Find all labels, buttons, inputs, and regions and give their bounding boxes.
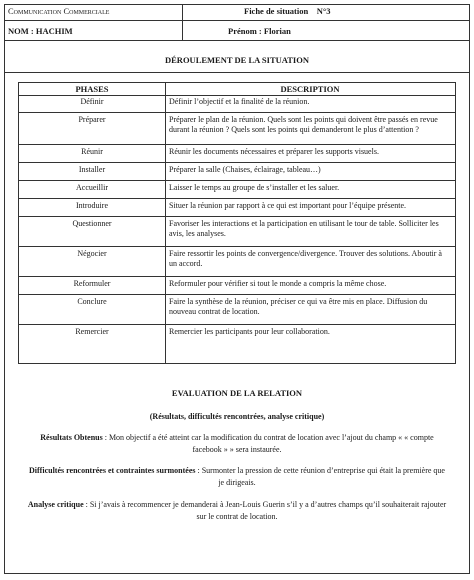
phase-description: avis, les analyses. bbox=[169, 229, 226, 238]
phase-description: nouveau contrat de location. bbox=[169, 307, 260, 316]
results-paragraph bbox=[0, 433, 474, 443]
results-text-2: facebook » » sera instaurée. bbox=[192, 445, 282, 454]
table-row bbox=[19, 295, 455, 325]
phases-table bbox=[18, 82, 456, 364]
results-label: Résultats Obtenus bbox=[40, 433, 103, 442]
situation-title: DÉROULEMENT DE LA SITUATION bbox=[165, 55, 309, 65]
sheet-label: Fiche de situation bbox=[244, 6, 309, 16]
header-column-divider bbox=[182, 4, 183, 40]
firstname-value: Florian bbox=[263, 26, 291, 36]
table-row bbox=[19, 163, 455, 181]
course-title: Communication Commerciale bbox=[8, 6, 110, 16]
phase-description: Réunir les documents nécessaires et préparer les supports visuels. bbox=[169, 147, 379, 156]
phase-label: Définir bbox=[80, 97, 104, 106]
phase-label: Remercier bbox=[75, 327, 109, 336]
critique-text-2: sur le contrat de location. bbox=[196, 512, 278, 521]
difficulties-paragraph bbox=[0, 466, 474, 476]
header-divider-1 bbox=[4, 20, 470, 21]
phase-description: Favoriser les interactions et la participation en utilisant le tour de table. Solliciter les bbox=[169, 219, 439, 228]
difficulties-label: Difficultés rencontrées et contraintes surmontées bbox=[29, 466, 196, 475]
phase-label: Accueillir bbox=[76, 183, 108, 192]
phase-label: Installer bbox=[78, 165, 106, 174]
critique-paragraph bbox=[0, 500, 474, 510]
sheet-number: N°3 bbox=[316, 6, 331, 16]
phase-description: Préparer le plan de la réunion. Quels sont les points qui doivent être passés en revue bbox=[169, 115, 438, 124]
name-value: HACHIM bbox=[35, 26, 73, 36]
student-name bbox=[8, 26, 73, 36]
table-row bbox=[19, 217, 455, 247]
difficulties-text-1: : Surmonter la pression de cette réunion d’entreprise qui était la première que bbox=[195, 466, 445, 475]
difficulties-text-2: je dirigeais. bbox=[218, 478, 256, 487]
table-row bbox=[19, 247, 455, 277]
phase-label: Conclure bbox=[77, 297, 107, 306]
sheet-title bbox=[244, 6, 331, 16]
phase-description: un accord. bbox=[169, 259, 203, 268]
phase-description: Situer la réunion par rapport à ce qui est important pour l’équipe présente. bbox=[169, 201, 407, 210]
phase-description: Remercier les participants pour leur collaboration. bbox=[169, 327, 330, 336]
phase-description: Laisser le temps au groupe de s’installer et les saluer. bbox=[169, 183, 340, 192]
table-row bbox=[19, 181, 455, 199]
results-text-1: : Mon objectif a été atteint car la modification du contrat de location avec l’ajout du champ « « compte bbox=[102, 433, 434, 442]
firstname-label: Prénom : bbox=[228, 26, 262, 36]
phase-description: Faire la synthèse de la réunion, préciser ce qui va être mis en place. Diffusion du bbox=[169, 297, 428, 306]
phase-label: Réunir bbox=[81, 147, 103, 156]
phase-label: Négocier bbox=[77, 249, 107, 258]
critique-label: Analyse critique bbox=[27, 500, 84, 509]
column-header-phases: PHASES bbox=[75, 84, 109, 94]
phase-description: Faire ressortir les points de convergence/divergence. Trouver des solutions. Aboutir à bbox=[169, 249, 442, 258]
name-label: NOM : bbox=[8, 26, 34, 36]
phase-label: Questionner bbox=[72, 219, 112, 228]
evaluation-title: EVALUATION DE LA RELATION bbox=[171, 388, 303, 398]
table-row bbox=[19, 325, 455, 343]
table-row bbox=[19, 199, 455, 217]
phase-description: Définir l’objectif et la finalité de la réunion. bbox=[169, 97, 310, 106]
column-header-description: DESCRIPTION bbox=[280, 84, 340, 94]
phase-description: durant la réunion ? Quels sont les points qui demanderont le plus d’attention ? bbox=[169, 125, 419, 134]
table-row bbox=[19, 95, 455, 113]
situation-divider bbox=[4, 72, 470, 73]
header-divider-2 bbox=[4, 40, 470, 41]
phase-label: Reformuler bbox=[73, 279, 111, 288]
student-firstname bbox=[228, 26, 291, 36]
phase-description: Préparer la salle (Chaises, éclairage, tableau…) bbox=[169, 165, 321, 174]
phase-label: Préparer bbox=[78, 115, 106, 124]
table-row bbox=[19, 113, 455, 145]
critique-text-1: : Si j’avais à recommencer je demanderai à Jean-Louis Guerin s’il y a d’autres champs qu’il souhaiterait rajouter bbox=[83, 500, 447, 509]
phase-label: Introduire bbox=[76, 201, 108, 210]
evaluation-subtitle: (Résultats, difficultés rencontrées, analyse critique) bbox=[149, 412, 325, 421]
table-row bbox=[19, 145, 455, 163]
table-row bbox=[19, 277, 455, 295]
phase-description: Reformuler pour vérifier si tout le monde a compris la même chose. bbox=[169, 279, 387, 288]
